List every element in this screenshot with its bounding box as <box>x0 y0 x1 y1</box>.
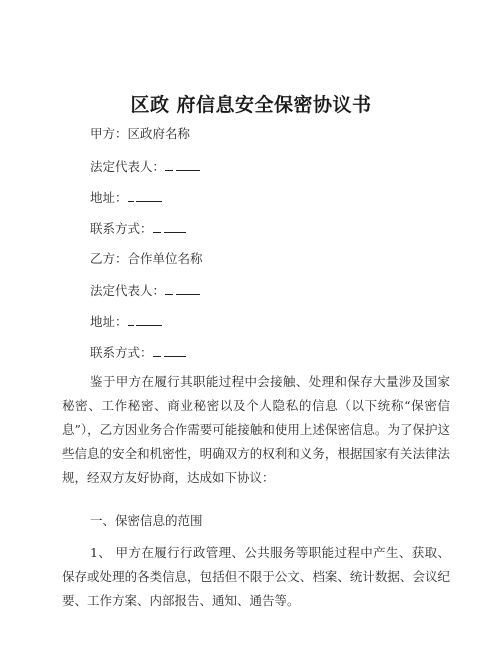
document-title: 区政 府信息安全保密协议书 <box>130 94 372 116</box>
party-a-rep-label: 法定代表人： <box>90 159 166 174</box>
party-b-contact-line <box>90 344 186 361</box>
intro-paragraph: 鉴于甲方在履行其职能过程中会接触、处理和保存大量涉及国家秘密、工作秘密、商业秘密以及个人隐私的信息（以下统称“保密信息”），乙方因业务合作需要可能接触和使用上述保密信息。为了保护这些信息的安全和机密性，明确双方的权利和义务，根据国家有关法律法规，经双方友好协商，达成如下协议： <box>62 374 450 485</box>
section-1-heading: 一、保密信息的范围 <box>90 513 203 528</box>
party-b-contact-label: 联系方式： <box>90 345 153 360</box>
party-a-address-label: 地址： <box>90 190 128 205</box>
clause-1-paragraph: 1、 甲方在履行行政管理、公共服务等职能过程中产生、获取、保存或处理的各类信息，包括但不限于公文、档案、统计数据、会议纪要、工作方案、内部报告、通知、通告等。 <box>62 545 450 608</box>
party-b-address-line <box>90 313 162 330</box>
party-b-rep-label: 法定代表人： <box>90 283 166 298</box>
party-b-rep-line <box>90 282 200 299</box>
party-a-name: 甲方：区政府名称 <box>90 126 191 141</box>
party-a-rep-line <box>90 158 200 175</box>
party-a-contact-line <box>90 220 186 237</box>
party-a-address-line <box>90 189 162 206</box>
party-b-address-blank <box>128 313 162 330</box>
party-b-contact-blank <box>153 344 186 361</box>
party-b-rep-blank <box>165 282 200 299</box>
party-a-contact-blank <box>153 220 186 237</box>
party-b-address-label: 地址： <box>90 314 128 329</box>
party-b-name: 乙方：合作单位名称 <box>90 251 203 266</box>
party-a-rep-blank <box>165 158 200 175</box>
party-a-contact-label: 联系方式： <box>90 221 153 236</box>
party-a-address-blank <box>128 189 162 206</box>
